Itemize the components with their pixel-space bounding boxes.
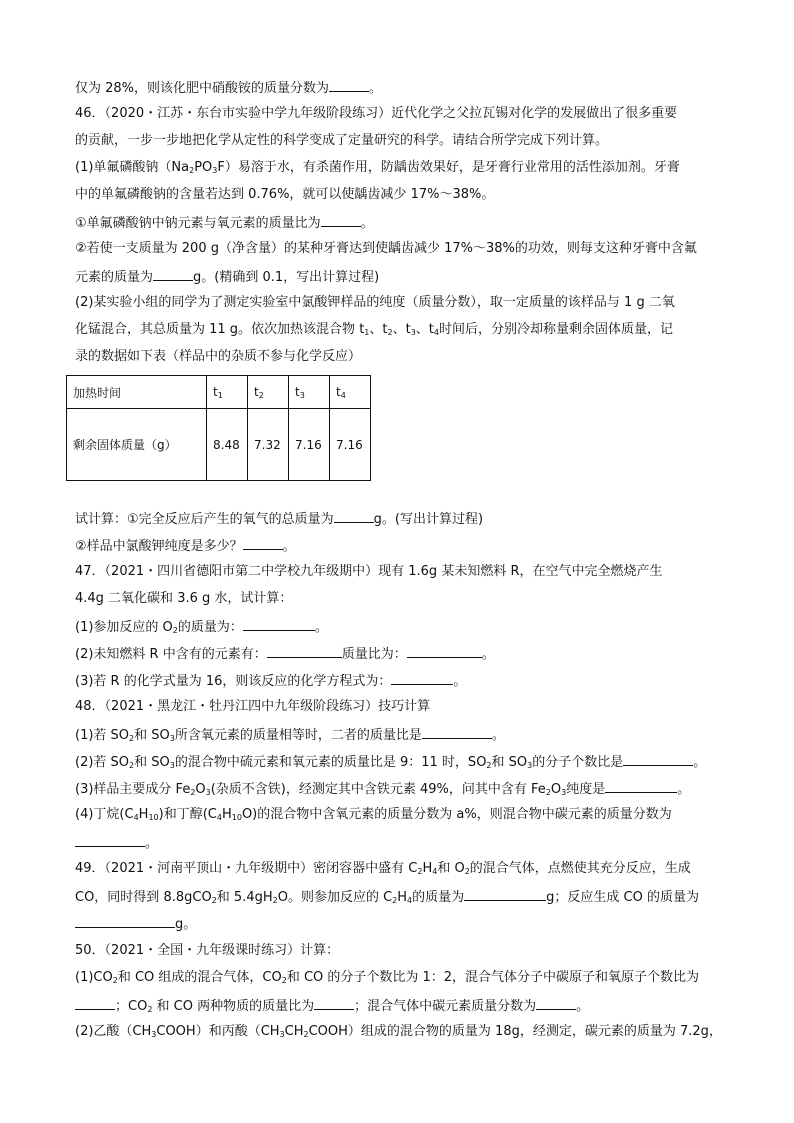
q50-header: 50．（2021・全国・九年级课时练习）计算：: [75, 943, 340, 958]
q50-part1-cont: ；$CO_2$ 和 CO 两种物质的质量比为 ；混合气体中碳元素质量分数为 。: [75, 997, 589, 1015]
answer-blank[interactable]: [329, 79, 369, 92]
q46-intro: 的贡献，一步一步地把化学从定性的科学变成了定量研究的科学。请结合所学完成下列计算。: [75, 133, 609, 148]
line-q45-end: 仅为 28%，则该化肥中硝酸铵的质量分数为 。: [75, 81, 383, 96]
table-cell-header: $t_3$: [289, 376, 330, 409]
q48-part4-cont: 。: [75, 834, 158, 852]
q46-header: 46．（2020・江苏・东台市实验中学九年级阶段练习）近代化学之父拉瓦锡对化学的发展做出了很多重要: [75, 106, 678, 121]
answer-blank[interactable]: [391, 672, 453, 685]
table-cell-value: 7.16: [330, 409, 371, 481]
q48-part3: (3)样品主要成分 $Fe_2O_3$(杂质不含铁)，经测定其中含铁元素 49%，问其中含有 $Fe_2O_3$纯度是 。: [75, 782, 691, 797]
data-table: [66, 375, 371, 481]
answer-blank[interactable]: [243, 618, 315, 631]
answer-blank[interactable]: [407, 645, 482, 658]
answer-blank[interactable]: [75, 834, 145, 847]
q46-part2: (2)某实验小组的同学为了测定实验室中氯酸钾样品的纯度（质量分数），取一定质量的该样品与 1 g 二氧: [75, 295, 675, 310]
answer-blank[interactable]: [267, 645, 342, 658]
q47-part3: (3)若 R 的化学式量为 16，则该反应的化学方程式为： 。: [75, 674, 467, 689]
table-cell-value: 7.32: [248, 409, 289, 481]
q46-part1: (1)单氟磷酸钠$(Na_2PO_3F)$易溶于水，有杀菌作用，防龋齿效果好，是牙膏行业常用的活性添加剂。牙膏: [75, 160, 680, 175]
q50-part2: (2)乙酸$(CH_3COOH)$和丙酸$(CH_3CH_2COOH)$组成的混合物的质量为 18g，经测定，碳元素的质量为 7.2g，: [75, 1024, 722, 1039]
answer-blank[interactable]: [75, 915, 175, 928]
table-cell-header: $t_1$: [207, 376, 248, 409]
answer-blank[interactable]: [321, 214, 361, 227]
q47-intro: 4.4g 二氧化碳和 3.6 g 水，试计算：: [75, 591, 293, 606]
answer-blank[interactable]: [314, 997, 354, 1010]
q46-sub2-cont: 元素的质量为 g。(精确到 0.1，写出计算过程): [75, 270, 380, 285]
q50-part1: $(1)CO_2$和 CO 组成的混合气体，$CO_2$和 CO 的分子个数比为 1：2，混合气体分子中碳原子和氧原子个数比为: [75, 970, 700, 985]
table-cell-value: 8.48: [207, 409, 248, 481]
q47-part1: (1)参加反应的 $O_2$的质量为： 。: [75, 620, 328, 635]
q46-calc2: ②样品中氯酸钾纯度是多少？ 。: [75, 539, 296, 554]
q47-part2: (2)未知燃料 R 中含有的元素有： 质量比为： 。: [75, 647, 495, 662]
q48-header: 48．（2021・黑龙江・牡丹江四中九年级阶段练习）技巧计算: [75, 699, 431, 714]
q46-sub2: ②若使一支质量为 200 g（净含量）的某种牙膏达到使龋齿减少 17%～38%的功效，则每支这种牙膏中含氟: [75, 241, 697, 256]
q48-part4: (4)丁烷$(C_4H_{10})$和丁醇$(C_4H_{10}O)$的混合物中含氧元素的质量分数为 a%，则混合物中碳元素的质量分数为: [75, 807, 672, 822]
table-row: [67, 409, 371, 481]
table-cell-label: 加热时间: [67, 376, 207, 409]
q46-calc1: 试计算：①完全反应后产生的氧气的总质量为 g。(写出计算过程): [75, 512, 484, 527]
q49-body-cont: g。: [75, 915, 196, 933]
answer-blank[interactable]: [464, 888, 546, 901]
table-row: [67, 376, 371, 409]
q49-header: 49．（2021・河南平顶山・九年级期中）密闭容器中盛有 $C_2H_4$和 $O_2$的混合气体，点燃使其充分反应，生成: [75, 861, 691, 876]
q48-part2: (2)若 $SO_2$和 $SO_3$的混合物中硫元素和氧元素的质量比是 9：11 时，$SO_2$和 $SO_3$的分子个数比是 。: [75, 755, 707, 770]
table-cell-value: 7.16: [289, 409, 330, 481]
answer-blank[interactable]: [623, 753, 693, 766]
q48-part1: (1)若 $SO_2$和 $SO_3$所含氧元素的质量相等时，二者的质量比是 。: [75, 728, 505, 743]
q49-body: CO，同时得到 8.8gCO$_2$和 $5.4gH_2O$。则参加反应的 $C_2H_4$的质量为 g；反应生成 CO 的质量为: [75, 890, 699, 905]
q47-header: 47．（2021・四川省德阳市第二中学校九年级期中）现有 1.6g 某未知燃料 R，在空气中完全燃烧产生: [75, 564, 663, 579]
q46-part2-cont: 化锰混合，其总质量为 11 g。依次加热该混合物 $t_1$、$t_2$、$t_3$、$t_4$时间后，分别冷却称量剩余固体质量，记: [75, 322, 674, 337]
answer-blank[interactable]: [334, 510, 374, 523]
answer-blank[interactable]: [536, 997, 576, 1010]
table-cell-label: 剩余固体质量（g）: [67, 409, 207, 481]
q46-part1-cont: 中的单氟磷酸钠的含量若达到 0.76%，就可以使龋齿减少 17%～38%。: [75, 187, 495, 202]
table-cell-header: $t_4$: [330, 376, 371, 409]
answer-blank[interactable]: [243, 537, 283, 550]
q46-sub1: ①单氟磷酸钠中钠元素与氧元素的质量比为 。: [75, 216, 374, 231]
answer-blank[interactable]: [153, 268, 193, 281]
answer-blank[interactable]: [75, 997, 115, 1010]
answer-blank[interactable]: [605, 780, 677, 793]
q46-part2-cont2: 录的数据如下表（样品中的杂质不参与化学反应）: [75, 349, 362, 364]
answer-blank[interactable]: [422, 726, 492, 739]
table-cell-header: $t_2$: [248, 376, 289, 409]
